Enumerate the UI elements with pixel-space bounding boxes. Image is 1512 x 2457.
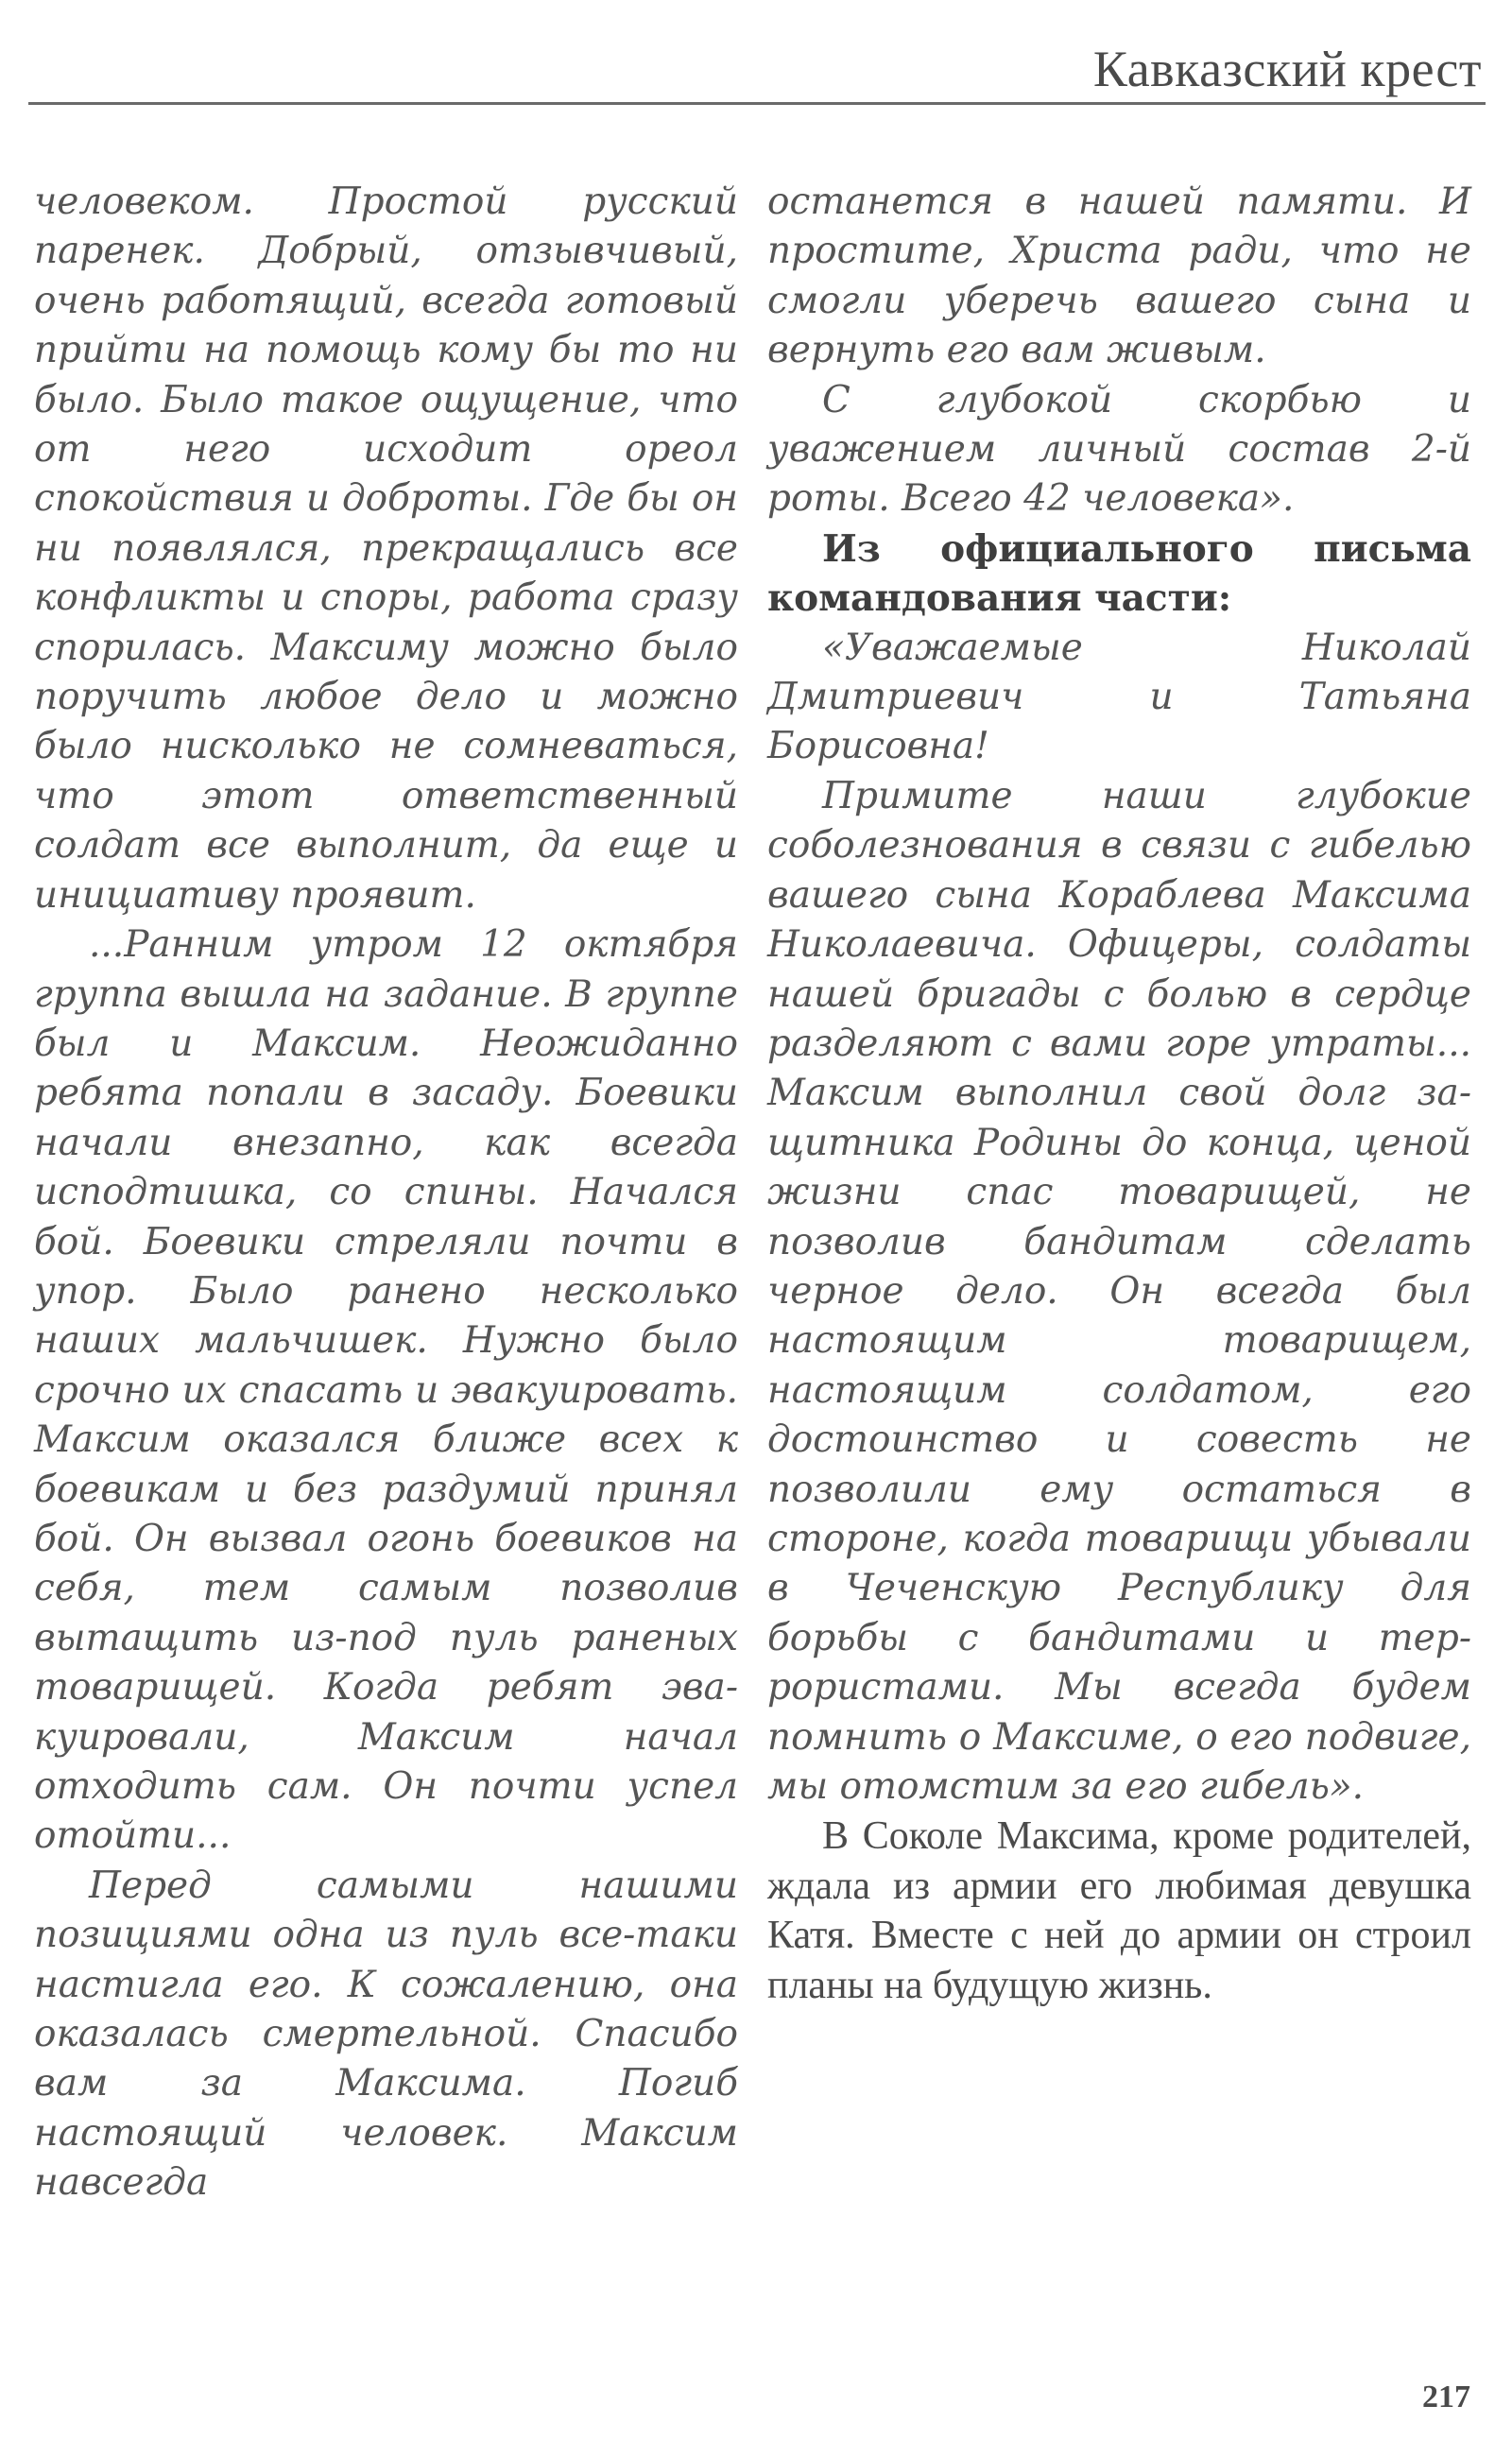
paragraph: человеком. Простой русский паренек. Добрый, отзывчивый, очень работящий, всегда готовый прийти на помощь кому бы то ни было. Было такое ощущение, что от него исходит ореол спокойствия и доброты. Где бы он ни появлялся, прекращались все конфликты и споры, работа сразу спорилась. Максиму можно было поручить любое дело и можно было нисколько не сомневаться, что этот ответственный солдат все выполнит, да еще и инициативу проявит. — [34, 180, 738, 917]
paragraph: В Соколе Максима, кроме родителей, ждала из армии его любимая девушка Катя. Вместе с ней до армии он строил планы на будущую жизнь. — [767, 1814, 1471, 2007]
right-column — [767, 178, 1471, 2010]
paragraph: Примите наши глубокие соболезнования в связи с гибелью вашего сына Кораблева Максима Николаевича. Офицеры, солдаты нашей бригады с болью в сердце разделяют с вами горе утраты... Максим выполнил свой долг защитника Родины до конца, ценой жизни спас товарищей, не позволив бандитам сделать черное дело. Он всегда был настоящим товарищем, настоящим солдатом, его достоинство и совесть не позволили ему остаться в стороне, когда товарищи убывали в Чеченскую Республику для борьбы с бандитами и террористами. Мы всегда будем помнить о Максиме, о его подвиге, мы отомстим за его гибель». — [767, 774, 1471, 1808]
paragraph: «Уважаемые Николай Дмитриевич и Татьяна Борисовна! — [767, 626, 1471, 768]
left-column — [34, 178, 738, 2208]
section-heading: Из официального письма командования части: — [767, 526, 1471, 621]
paragraph: С глубокой скорбью и уважением личный состав 2-й роты. Всего 42 человека». — [767, 378, 1471, 521]
paragraph: останется в нашей памяти. И простите, Христа ради, что не смогли уберечь вашего сына и вернуть его вам живым. — [767, 180, 1471, 372]
running-header — [28, 36, 1484, 104]
page-number: 217 — [1422, 2380, 1470, 2414]
paragraph: ...Ранним утром 12 октября группа вышла на задание. В группе был и Максим. Неожиданно ребята попали в засаду. Боевики начали внезапно, как всегда исподтишка, со спины. Начался бой. Боевики стреляли почти в упор. Было ранено несколько наших мальчишек. Нужно было срочно их спасать и эвакуировать. Максим оказался ближе всех к боевикам и без раздумий принял бой. Он вызвал огонь боевиков на себя, тем самым позволив вытащить из-под пуль раненых товарищей. Когда ребят эвакуировали, Максим начал отходить сам. Он почти успел отойти... — [34, 923, 738, 1858]
paragraph: Перед самыми нашими позициями одна из пуль все-таки настигла его. К сожалению, она оказалась смертельной. Спасибо вам за Максима. Погиб настоящий человек. Максим навсегда — [34, 1864, 738, 2205]
running-header-title: Кавказский крест — [1092, 41, 1482, 97]
header-rule — [28, 102, 1486, 105]
